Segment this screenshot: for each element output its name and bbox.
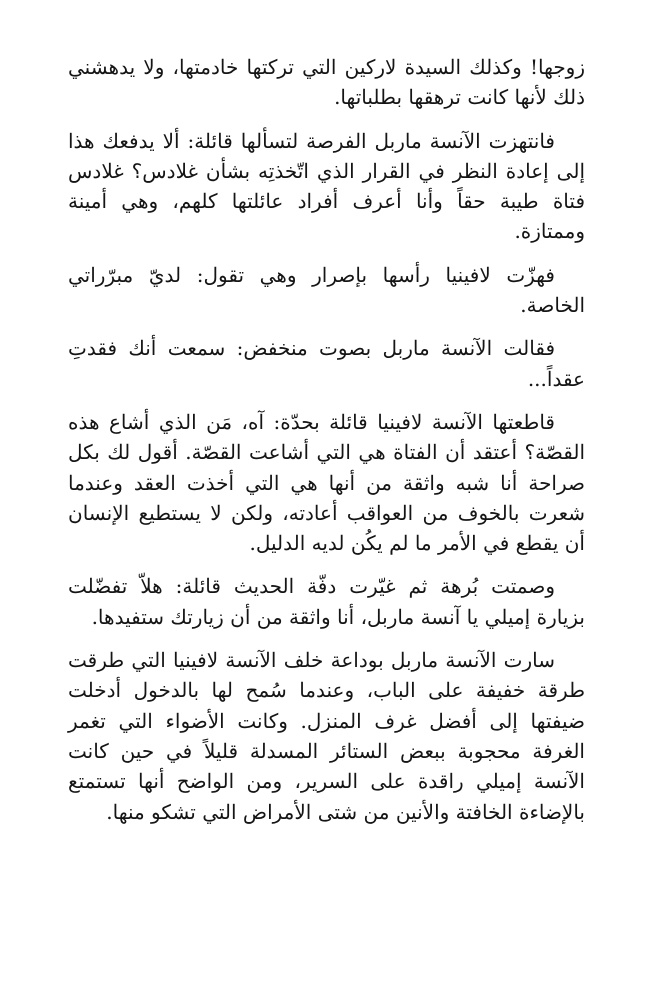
paragraph-3: فهزّت لافينيا رأسها بإصرار وهي تقول: لديّ مبرّراتي الخاصة. — [68, 262, 585, 318]
paragraph-7: سارت الآنسة ماربل بوداعة خلف الآنسة لافينيا التي طرقت طرقة خفيفة على الباب، وعندما سُمح لها بالدخول أدخلت ضيفتها إلى أفضل غرف المنزل. وكانت الأضواء التي تغمر الغرفة محجوبة ببعض الستائر المسدلة قليلاً في حين كانت الآنسة إميلي راقدة على السرير، ومن الواضح أنها تستمتع بالإضاءة الخافتة والأنين من شتى الأمراض التي تشكو منها. — [68, 648, 585, 824]
paragraph-4: فقالت الآنسة ماربل بصوت منخفض: سمعت أنك فقدتِ عقداً... — [68, 336, 585, 391]
book-page — [68, 52, 585, 986]
paragraph-5: قاطعتها الآنسة لافينيا قائلة بحدّة: آه، مَن الذي أشاع هذه القصّة؟ أعتقد أن الفتاة هي التي أشاعت القصّة. أقول لك بكل صراحة أنا شبه واثقة من أنها هي التي أخذت العقد وعندما شعرت بالخوف من العواقب أعادته، ولكن لا يستطيع الإنسان أن يقطع في الأمر ما لم يكُن لديه الدليل. — [68, 409, 586, 556]
paragraph-2: فانتهزت الآنسة ماربل الفرصة لتسألها قائلة: ألا يدفعك هذا إلى إعادة النظر في القرار الذي اتّخذتِه بشأن غلادس؟ غلادس فتاة طيبة حقاً وأنا أعرف أفراد عائلتها كلهم، وهي أمينة وممتازة. — [68, 128, 586, 244]
paragraph-1: زوجها! وكذلك السيدة لاركين التي تركتها خادمتها، ولا يدهشني ذلك لأنها كانت ترهقها بطلباتها. — [68, 55, 585, 110]
paragraph-6: وصمتت بُرهة ثم غيّرت دفّة الحديث قائلة: هلاّ تفضّلت بزيارة إميلي يا آنسة ماربل، أنا واثقة من أن زيارتك ستفيدها. — [68, 574, 585, 629]
